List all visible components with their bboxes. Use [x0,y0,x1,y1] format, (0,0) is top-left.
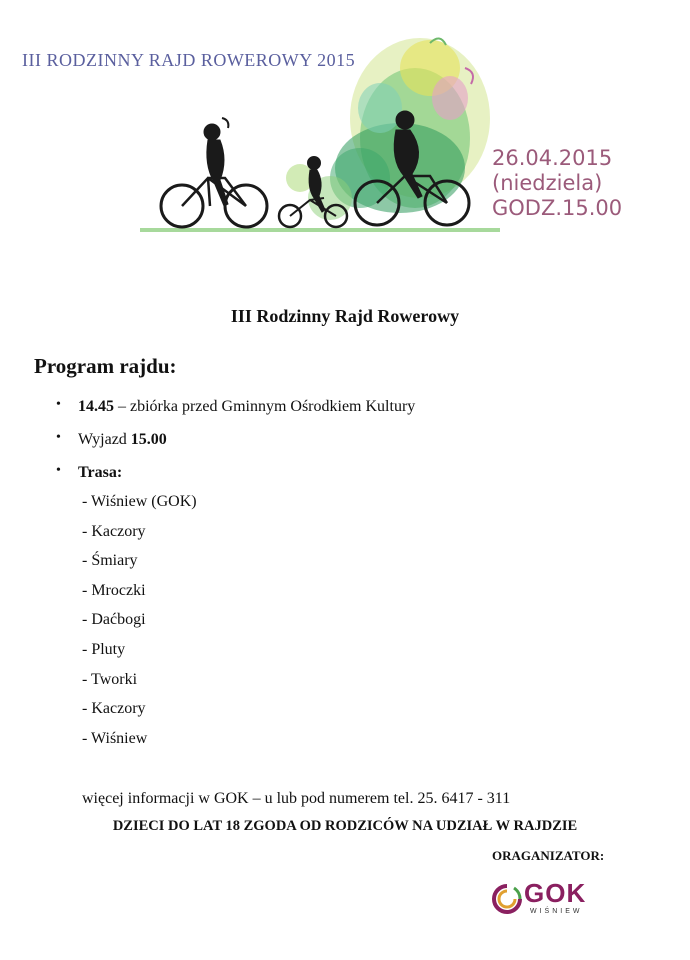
gathering-time: 14.45 [78,398,114,415]
departure-text: Wyjazd [78,431,131,448]
event-date-block [492,146,622,221]
route-stop: - Mroczki [82,581,146,599]
main-title: III Rodzinny Rajd Rowerowy [230,306,460,326]
route-list [82,493,197,759]
route-stop: - Kaczory [82,522,146,540]
banner-title: III RODZINNY RAJD ROWEROWY 2015 [22,50,356,70]
event-day: (niedziela) [492,171,603,195]
contact-info: więcej informacji w GOK – u lub pod numerem tel. 25. 6417 - 311 [82,790,511,807]
route-stop: - Kaczory [82,700,146,718]
route-stop: - Pluty [82,640,126,658]
cycling-family-illustration [130,28,500,238]
organizer-label: ORAGANIZATOR: [492,848,605,863]
event-date: 26.04.2015 [492,146,613,170]
route-stop: - Śmiary [82,552,138,570]
bullet-icon: • [56,397,61,412]
gathering-text: – zbiórka przed Gminnym Ośrodkiem Kultury [114,398,416,415]
bullet-icon: • [56,430,61,445]
parental-consent-notice: DZIECI DO LAT 18 ZGODA OD RODZICÓW NA UDZIAŁ W RAJDZIE [112,818,578,834]
logo-name: GOK [524,878,587,908]
departure-time: 15.00 [130,431,167,448]
route-label: Trasa: [78,464,123,481]
gok-logo [490,880,620,920]
route-stop: - Tworki [82,670,138,688]
gok-logo-swirl-icon [490,882,524,916]
program-heading: Program rajdu: [34,354,177,378]
logo-subtitle: WIŚNIEW [530,908,583,915]
route-stop: - Daćbogi [82,611,146,629]
bullet-icon: • [56,463,61,478]
route-stop: - Wiśniew [82,729,148,747]
route-stop: - Wiśniew (GOK) [82,493,197,510]
event-time: GODZ.15.00 [492,196,623,220]
